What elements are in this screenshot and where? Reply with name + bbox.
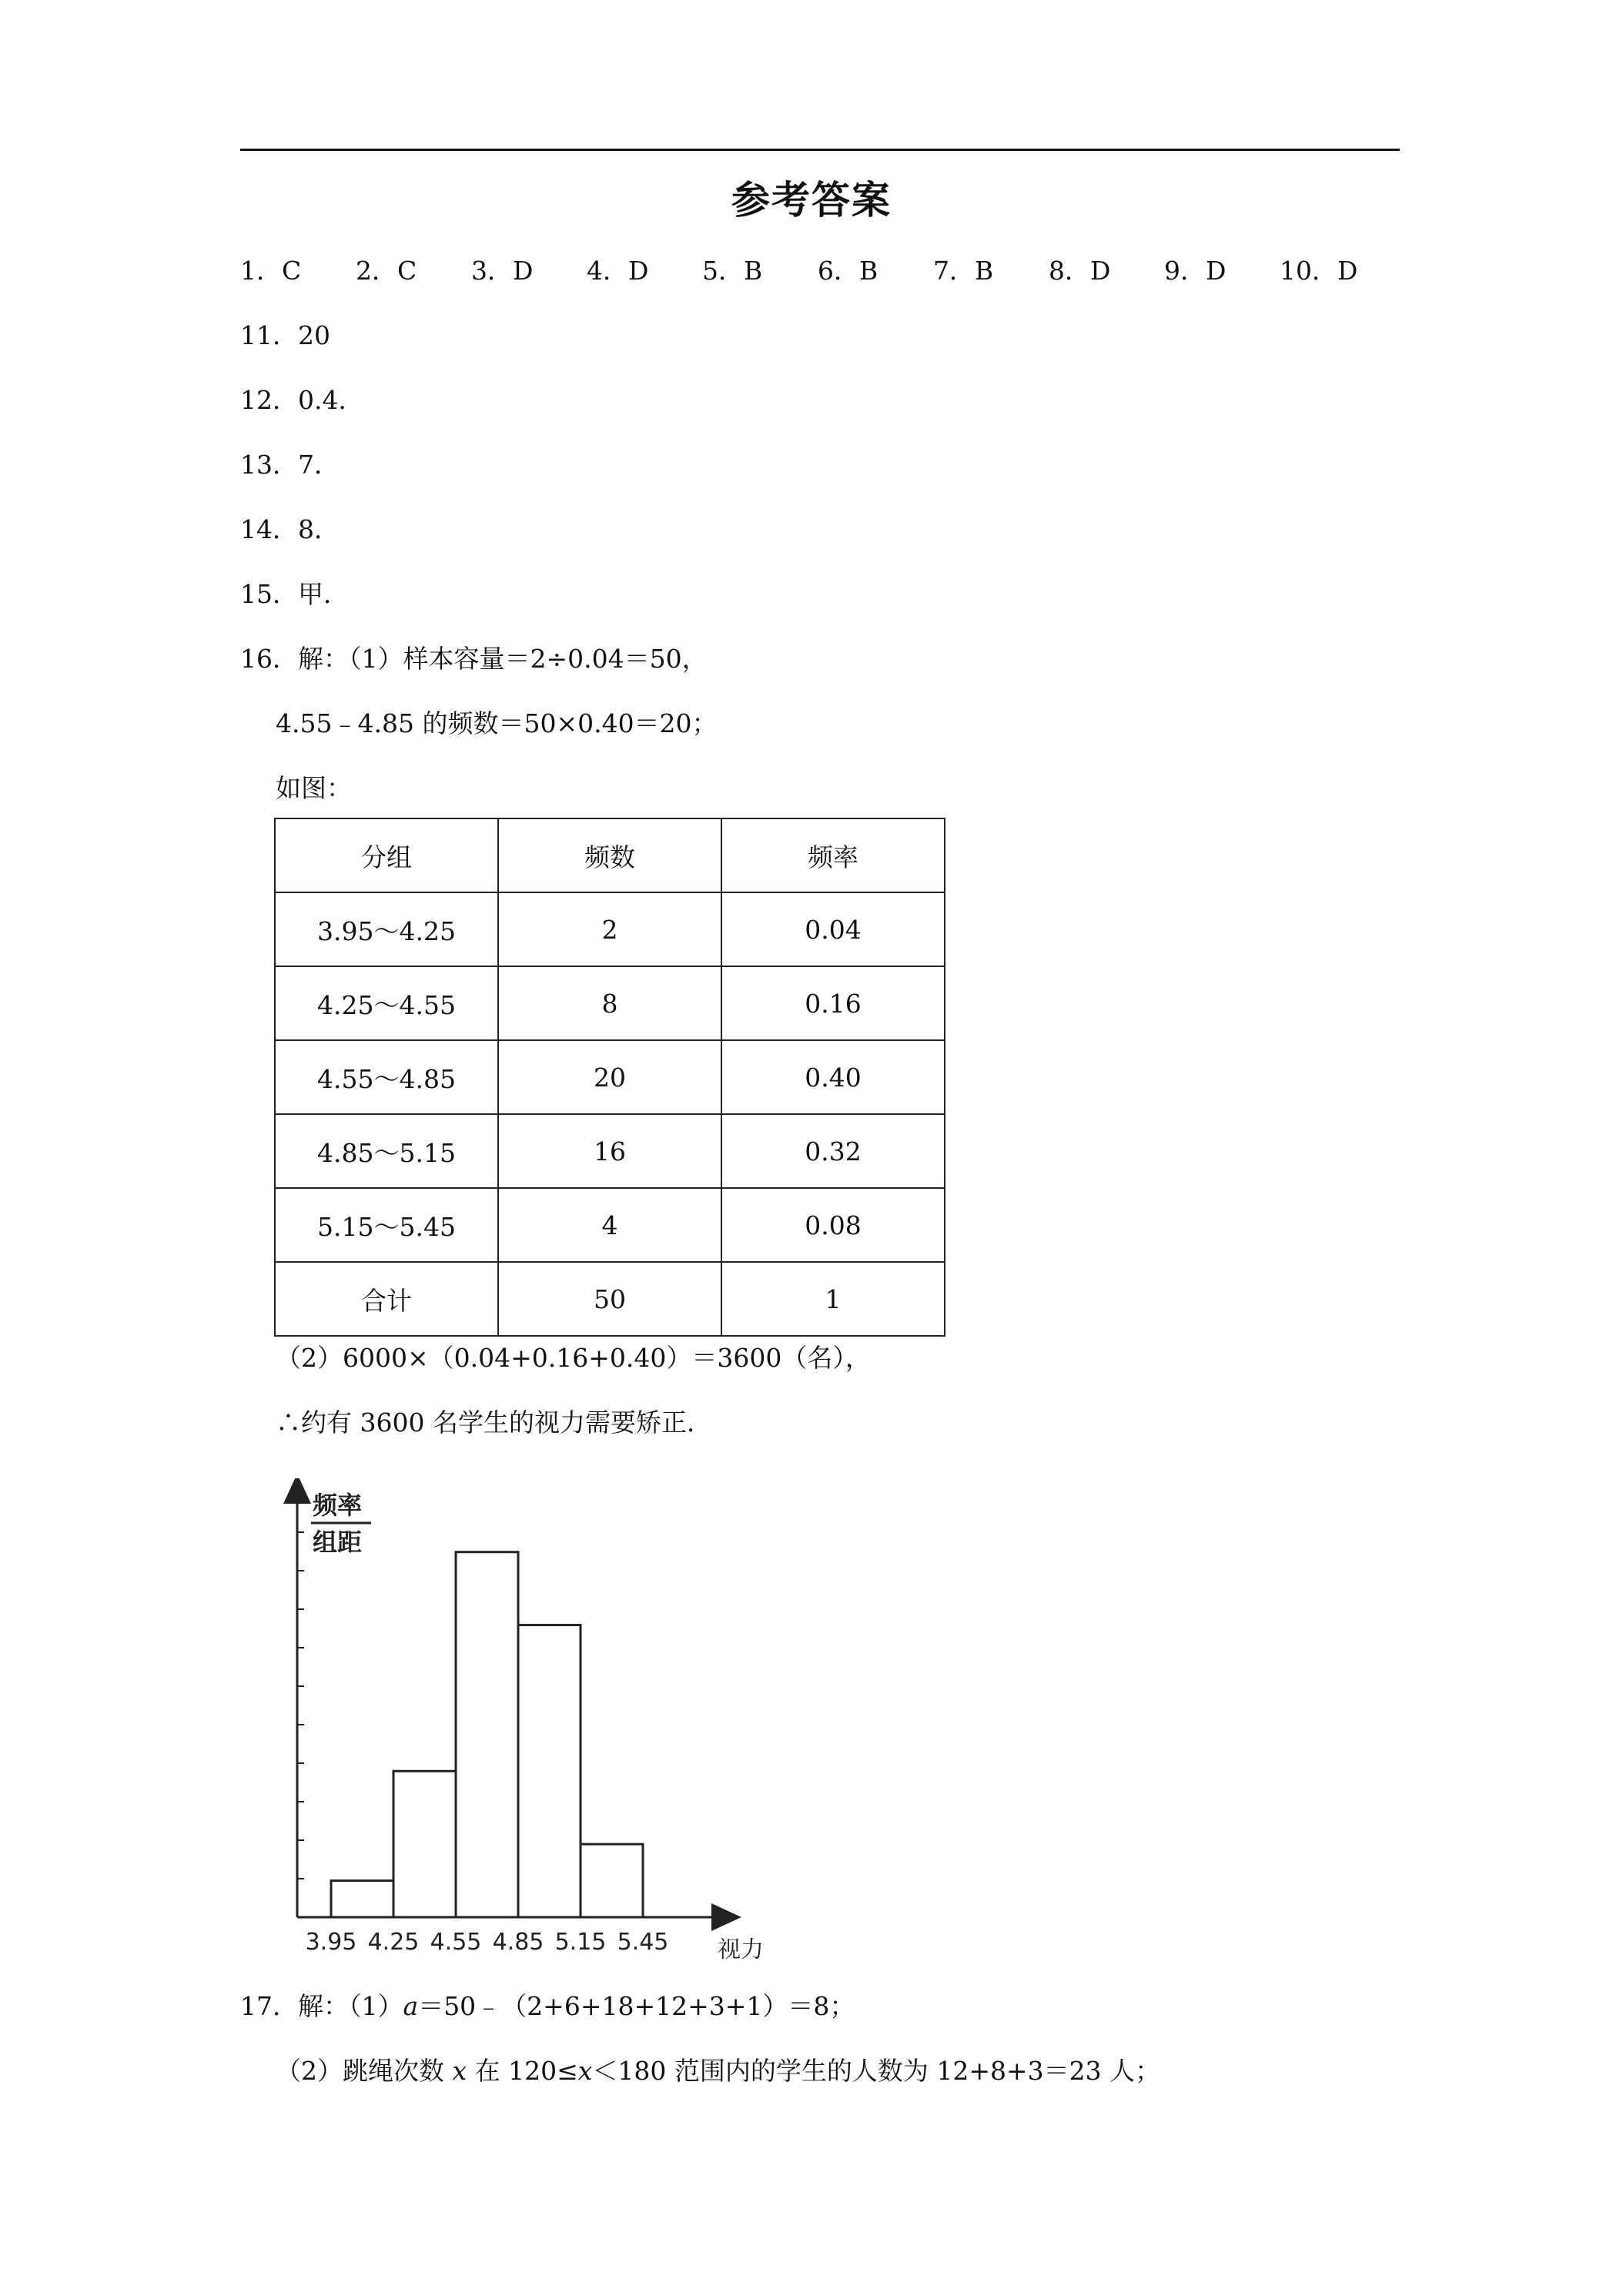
answer-14: 14．8． [240,514,340,544]
answer-17-line-1 [240,1991,855,2022]
variable-a: a [403,1991,419,2021]
answer-17-line-2-middle: 在 120≤ [467,2056,578,2086]
mc-answer: 8．D [1049,256,1111,286]
top-rule [240,149,1400,151]
x-tick-label: 4.55 [430,1929,482,1956]
answer-16-line-5: ∴约有 3600 名学生的视力需要矫正． [276,1407,712,1438]
table-header-cell: 频数 [498,818,721,892]
table-cell: 3.95～4.25 [275,892,498,966]
table-cell: 50 [498,1262,721,1336]
table-cell: 4.85～5.15 [275,1114,498,1188]
table-cell: 8 [498,966,721,1040]
table-cell: 4.25～4.55 [275,966,498,1040]
x-tick-label: 4.85 [492,1929,544,1956]
x-tick-label: 4.25 [367,1929,420,1956]
x-tick-label: 5.45 [617,1929,669,1956]
table-cell: 16 [498,1114,721,1188]
histogram-bar [456,1552,518,1917]
answer-13: 13．7． [240,450,340,480]
x-axis-tick-labels [306,1929,669,1956]
table-row [275,1040,945,1114]
table-cell: 2 [498,892,721,966]
histogram-bar [393,1771,456,1917]
table-cell: 4.55～4.85 [275,1040,498,1114]
table-cell: 合计 [275,1262,498,1336]
table-row [275,966,945,1040]
mc-answer: 4．D [587,256,649,286]
table-cell: 1 [721,1262,945,1336]
histogram-bar [331,1881,393,1917]
table-row [275,892,945,966]
table-cell: 0.16 [721,966,945,1040]
histogram-chart [262,1478,801,1971]
mc-answer: 9．D [1164,256,1226,286]
answer-16-line-1: 16．解：（1）样本容量＝2÷0.04＝50， [240,644,708,674]
variable-x: x [452,2056,467,2086]
answer-17-line-2-prefix: （2）跳绳次数 [276,2056,453,2086]
x-tick-label: 3.95 [305,1929,357,1956]
table-row [275,1262,945,1336]
answer-17-line-2-rest: ＜180 范围内的学生的人数为 12+8+3＝23 人； [592,2056,1161,2086]
x-axis-label: 视力 [718,1936,764,1963]
table-header-cell: 分组 [275,818,498,892]
answer-17-line-1-rest: ＝50﹣（2+6+18+12+3+1）＝8； [418,1991,855,2021]
answer-16-line-2: 4.55﹣4.85 的频数＝50×0.40＝20； [276,708,718,738]
page-title: 参考答案 [731,178,892,223]
table-cell: 0.32 [721,1114,945,1188]
frequency-table [274,818,945,1337]
table-cell: 0.40 [721,1040,945,1114]
table-row [275,1114,945,1188]
mc-answer: 3．D [471,256,534,286]
mc-answer: 7．B [933,256,994,286]
answer-17-line-2 [276,2056,1160,2087]
mc-answer: 6．B [818,256,878,286]
table-row [275,1188,945,1262]
table-header-row [275,818,945,892]
x-tick-label: 5.15 [554,1929,607,1956]
table-cell: 0.08 [721,1188,945,1262]
answer-11: 11．20 [240,320,330,350]
histogram-bar [581,1844,643,1917]
answer-15: 15．甲． [240,579,349,609]
histogram-bars [331,1552,643,1917]
mc-answer: 10．D [1280,256,1358,286]
answer-16-line-3: 如图： [276,773,352,803]
table-cell: 0.04 [721,892,945,966]
table-header-cell: 频率 [721,818,945,892]
y-axis-label-numerator: 频率 [313,1491,363,1520]
histogram-bar [518,1625,581,1917]
answer-17-line-1-prefix: 17．解：（1） [240,1991,403,2021]
table-cell: 5.15～5.45 [275,1188,498,1262]
table-cell: 4 [498,1188,721,1262]
variable-x: x [577,2056,593,2086]
y-axis-label-denominator: 组距 [313,1528,363,1557]
mc-answer: 1．C [240,256,302,286]
mc-answer: 5．B [702,256,763,286]
answer-16-line-4: （2）6000×（0.04+0.16+0.40）＝3600（名）， [276,1343,871,1373]
table-cell: 20 [498,1040,721,1114]
answer-12: 12．0.4． [240,385,364,415]
mc-answer: 2．C [356,256,417,286]
